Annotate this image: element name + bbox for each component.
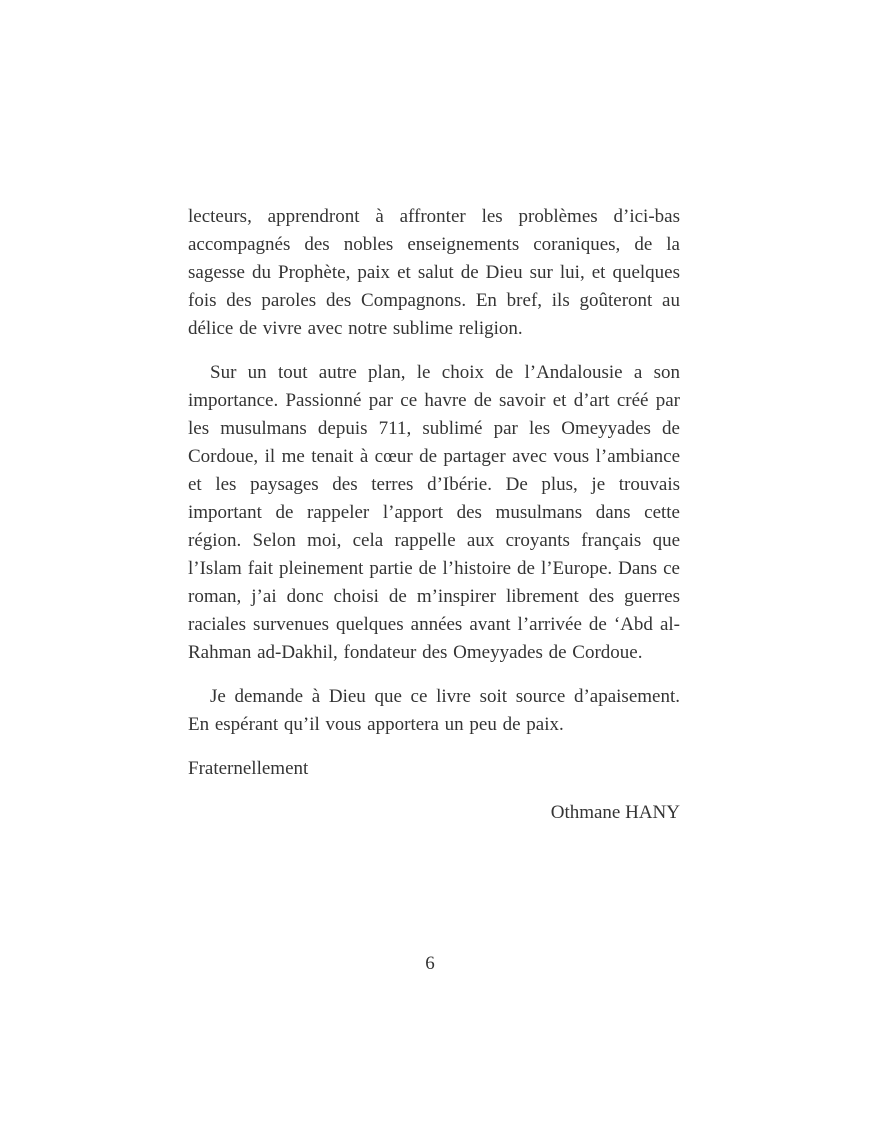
closing-salutation: Fraternellement: [188, 758, 309, 779]
page-content: [188, 203, 680, 827]
page-number: 6: [425, 953, 435, 974]
author-signature: Othmane HANY: [550, 802, 680, 823]
paragraph-apaisement: Je demande à Dieu que ce livre soit source d’apaisement. En espérant qu’il vous apportera un peu de paix.: [188, 686, 680, 735]
paragraph-continuation: lecteurs, apprendront à affronter les problèmes d’ici-bas accompagnés des nobles enseignements coraniques, de la sagesse du Prophète, paix et salut de Dieu sur lui, et quelques fois des paroles des Compagnons. En bref, ils goûteront au délice de vivre avec notre sublime religion.: [188, 206, 680, 339]
paragraph-andalousie: Sur un tout autre plan, le choix de l’Andalousie a son importance. Passionné par ce havre de savoir et d’art créé par les musulmans depuis 711, sublimé par les Omeyyades de Cordoue, il me tenait à cœur de partager avec vous l’ambiance et les paysages des terres d’Ibérie. De plus, je trouvais important de rappeler l’apport des musulmans dans cette région. Selon moi, cela rappelle aux croyants français que l’Islam fait pleinement partie de l’histoire de l’Europe. Dans ce roman, j’ai donc choisi de m’inspirer librement des guerres raciales survenues quelques années avant l’arrivée de ‘Abd al-Rahman ad-Dakhil, fondateur des Omeyyades de Cordoue.: [188, 362, 680, 663]
